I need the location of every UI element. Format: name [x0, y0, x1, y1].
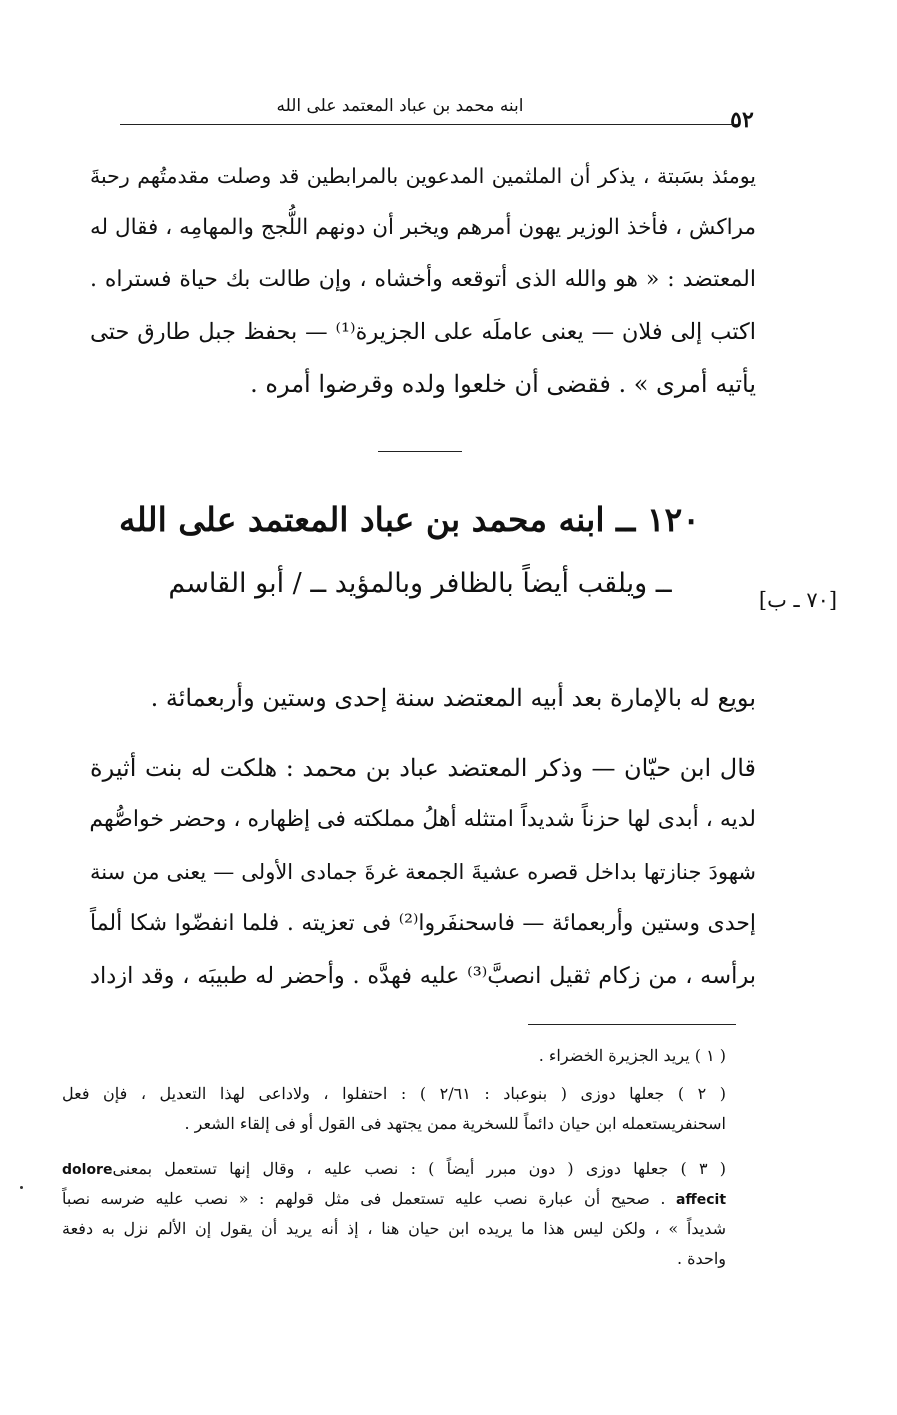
text-line: إحدى وستين وأربعمائة — فاسحنفَروا⁽²⁾ فى تعزيته . فلما انفضّوا شكا ألماً [90, 911, 756, 936]
footnote-line: اسحنفريستعمله ابن حيان دائماً للسخرية ممن يجتهد فى القول أو فى إلقاء الشعر . [184, 1114, 726, 1133]
text-line: لديه ، أبدى لها حزناً شديداً امتثله أهلُ مملكته فى إظهاره ، وحضر خواصُّهم [89, 807, 756, 832]
footnote-line: واحدة . [676, 1249, 726, 1268]
text-line: يومئذ بسَبتة ، يذكر أن الملثمين المدعوين بالمرابطين قد وصلت مقدمتُهم رحبةَ [90, 164, 756, 188]
footnote-line: شديداً » ، ولكن ليس هذا ما يريده ابن حيان هنا ، إذ أنه يريد أن يقول إن الألم نزل به دفعة [62, 1219, 726, 1238]
footnote-line: ( ٢ ) جعلها دوزى ( بنوعباد : ٢/٦١ ) : احتفلوا ، ولاداعى لهذا التعديل ، فإن فعل [62, 1084, 727, 1103]
page-number: ٥٢ [730, 107, 754, 133]
section-divider [378, 451, 462, 452]
latin-term: dolore [62, 1162, 113, 1178]
running-title: ابنه محمد بن عباد المعتمد على الله [276, 96, 524, 116]
header-rule [120, 124, 738, 125]
footnote-rule [528, 1024, 736, 1025]
scan-speck [20, 1186, 23, 1189]
text-line: برأسه ، من زكام ثقيل انصبَّ⁽³⁾ عليه فهدَّه . وأحضر له طبيبَه ، وقد ازداد [90, 963, 757, 989]
paragraph-3 [90, 742, 756, 1002]
section-subheading: ــ ويلقب أيضاً بالظافر وبالمؤيد ــ / أبو القاسم [168, 568, 672, 599]
footnote-text: ( ٣ ) جعلها دوزى ( دون مبرر أيضاً ) : نصب عليه ، وقال إنها تستعمل بمعنى [112, 1159, 727, 1178]
text-line: مراكش ، فأخذ الوزير يهون أمرهم ويخبر أن دونهم اللُّجج والمهامِه ، فقال له [90, 215, 756, 240]
latin-term: affecit [675, 1192, 727, 1208]
footnote-1 [62, 1041, 726, 1071]
section-heading: ١٢٠ ــ ابنه محمد بن عباد المعتمد على الله [118, 500, 700, 539]
text-line: المعتضد : « هو والله الذى أتوقعه وأخشاه ، وإن طالت بك حياة فستراه . [90, 267, 756, 292]
footnote-line [62, 1184, 726, 1214]
footnote-line: ( ١ ) يريد الجزيرة الخضراء . [538, 1046, 726, 1065]
paragraph-2 [90, 672, 756, 724]
footnote-line [62, 1154, 726, 1184]
text-line: قال ابن حيّان — وذكر المعتضد عباد بن محمد : هلكت له بنت أثيرة [90, 754, 756, 782]
footnote-3 [62, 1154, 726, 1274]
text-line: اكتب إلى فلان — يعنى عاملَه على الجزيرة⁽¹⁾ — بحفظ جبل طارق حتى [90, 319, 756, 345]
text-line: شهودَ جنازتها بداخل قصره عشيةَ الجمعة غرةَ جمادى الأولى — يعنى من سنة [90, 860, 756, 884]
text-line: بويع له بالإمارة بعد أبيه المعتضد سنة إحدى وستين وأربعمائة . [150, 684, 756, 712]
text-line: يأتيه أمرى » . فقضى أن خلعوا ولده وقرضوا أمره . [250, 370, 756, 398]
manuscript-folio-marker: [٧٠ ـ ب] [758, 588, 838, 612]
footnote-text: . صحيح أن عبارة نصب عليه تستعمل فى مثل قولهم : « نصب عليه ضرسه نصباً [62, 1189, 666, 1208]
intro-paragraph [90, 150, 756, 410]
footnote-2 [62, 1079, 726, 1139]
